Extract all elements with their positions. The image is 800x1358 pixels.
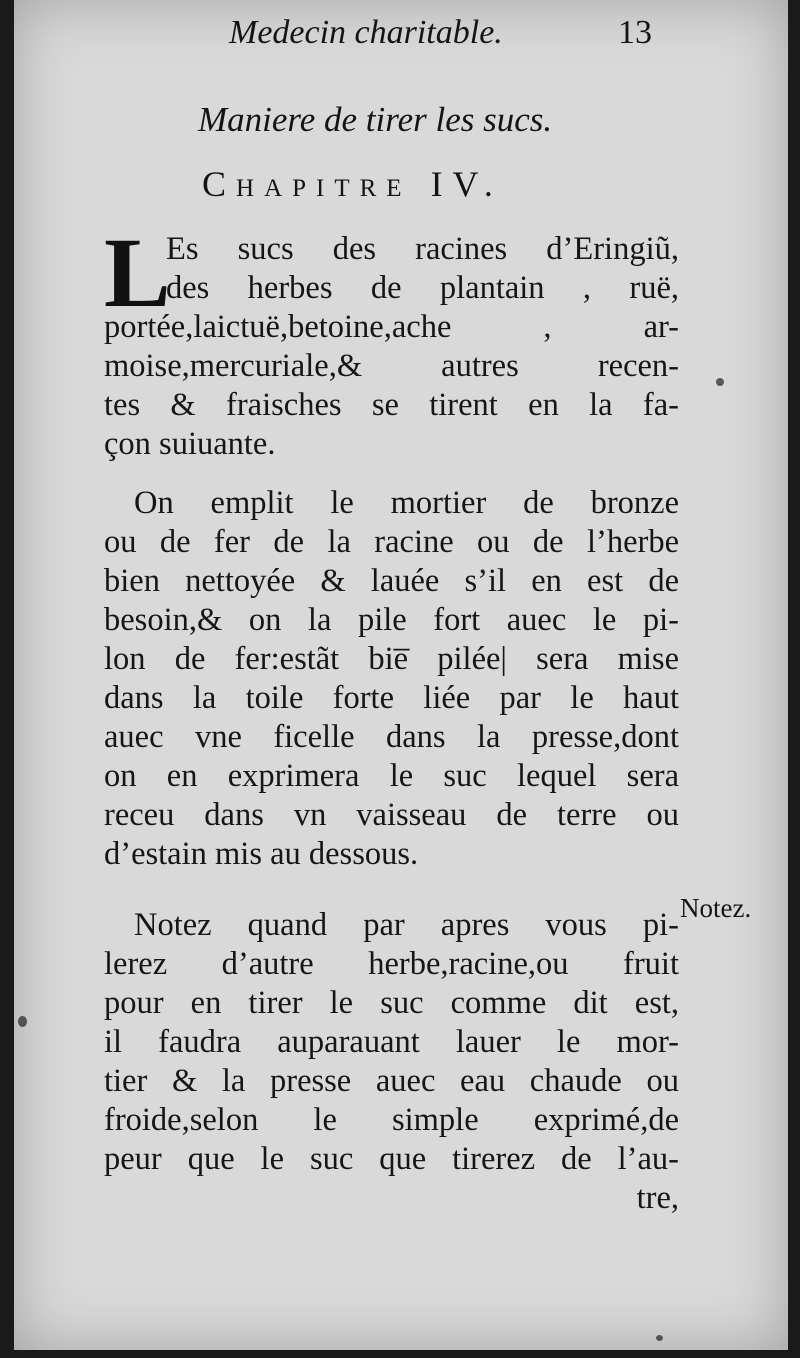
running-head: Medecin charitable. (229, 14, 503, 51)
paragraph-2 (104, 484, 679, 874)
ink-speck (18, 1016, 27, 1027)
text-line: On emplit le mortier de bronze (134, 485, 679, 521)
paragraph-3 (104, 906, 679, 1218)
text-line: dans la toile forte liée par le haut (104, 680, 679, 716)
margin-note: Notez. (680, 893, 752, 923)
text-line: bien nettoyée & lauée s’il en est de (104, 563, 679, 599)
text-line: Notez quand par apres vous pi- (134, 907, 679, 943)
text-line: ou de fer de la racine ou de l’herbe (104, 524, 679, 560)
paragraph-1 (104, 217, 679, 464)
text-line: il faudra auparauant lauer le mor- (104, 1024, 679, 1060)
text-line: on en exprimera le suc lequel sera (104, 758, 679, 794)
drop-cap: L (104, 217, 171, 328)
ink-speck (716, 378, 724, 386)
page-number: 13 (618, 14, 652, 51)
section-title: Maniere de tirer les sucs. (198, 100, 553, 139)
text-line: portée,laictuë,betoine,ache , ar- (104, 309, 679, 345)
text-line: çon suiuante. (104, 426, 276, 462)
text-line: moise,mercuriale,& autres recen- (104, 348, 679, 384)
bleed-through-text (124, 60, 133, 100)
book-page (14, 0, 788, 1350)
text-line: receu dans vn vaisseau de terre ou (104, 797, 679, 833)
text-line: peur que le suc que tirerez de l’au- (104, 1141, 679, 1177)
chapter-heading: Chapitre IV. (202, 164, 503, 204)
text-line: lerez d’autre herbe,racine,ou fruit (104, 946, 679, 982)
text-line: des herbes de plantain , ruë, (166, 270, 679, 306)
text-line: d’estain mis au dessous. (104, 836, 419, 872)
text-line: pour en tirer le suc comme dit est, (104, 985, 679, 1021)
ink-speck (656, 1335, 663, 1341)
text-line: Es sucs des racines d’Eringiũ, (166, 231, 679, 267)
text-line: froide,selon le simple exprimé,de (104, 1102, 679, 1138)
text-line: auec vne ficelle dans la presse,dont (104, 719, 679, 755)
text-line: besoin,& on la pile fort auec le pi- (104, 602, 679, 638)
text-line: tier & la presse auec eau chaude ou (104, 1063, 679, 1099)
text-line: lon de fer:estãt bie̅ pilée| sera mise (104, 641, 679, 677)
text-line: tre, (636, 1180, 679, 1216)
text-line: tes & fraisches se tirent en la fa- (104, 387, 679, 423)
